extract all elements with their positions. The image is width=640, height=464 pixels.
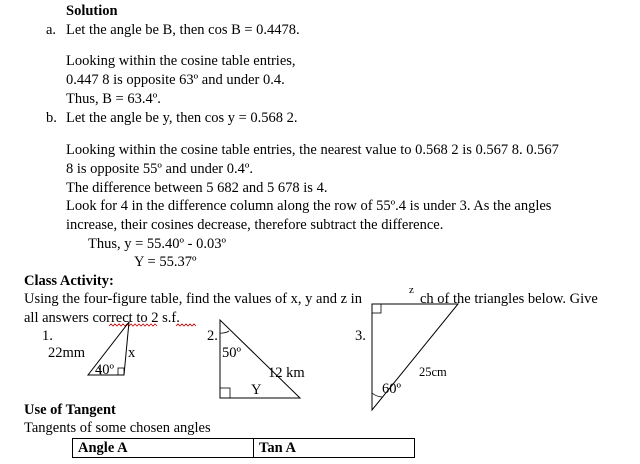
part-b-line-2: Looking within the cosine table entries, the nearest value to 0.568 2 is 0.567 8. 0.567 (66, 142, 559, 158)
spell-underline (109, 324, 157, 326)
tangent-heading: Use of Tangent (24, 402, 116, 418)
triangle-3-side-label: 25cm (419, 365, 447, 379)
part-a-line-1: Let the angle be B, then cos B = 0.4478. (66, 22, 300, 38)
part-a-marker: a. (46, 22, 57, 38)
class-activity-instruction-1-end: ch of the triangles below. Give (420, 291, 598, 307)
class-activity-instruction-2: all answers correct to 2 s.f. (24, 310, 180, 326)
triangle-2-side-label: 12 km (268, 365, 305, 381)
solution-heading: Solution (66, 3, 118, 19)
part-b-line-4: The difference between 5 682 and 5 678 is 4. (66, 180, 328, 196)
part-b-line-7: Thus, y = 55.40º - 0.03º (88, 236, 226, 252)
triangle-3-angle-label: 60º (382, 381, 401, 397)
part-b-marker: b. (46, 110, 57, 126)
part-b-line-3: 8 is opposite 55º and under 0.4º. (66, 161, 253, 177)
triangle-1-unknown-label: x (128, 345, 136, 361)
triangle-1-angle-label: 40º (95, 362, 114, 378)
triangle-2-unknown-label: Y (251, 382, 262, 398)
table-header-row (73, 439, 415, 458)
part-a-line-2: Looking within the cosine table entries, (66, 53, 296, 69)
tangent-table (72, 438, 415, 458)
table-header-tan: Tan A (254, 439, 415, 458)
part-b-line-6: increase, their cosines decrease, therefore subtract the difference. (66, 217, 444, 233)
triangle-1-side-label: 22mm (48, 345, 86, 361)
class-activity-instruction-1: Using the four-figure table, find the values of x, y and z in (24, 291, 362, 307)
triangle-2-angle-label: 50º (222, 345, 241, 361)
part-a-line-3: 0.447 8 is opposite 63º and under 0.4. (66, 72, 285, 88)
part-b-line-1: Let the angle be y, then cos y = 0.568 2. (66, 110, 298, 126)
tangent-subheading: Tangents of some chosen angles (24, 420, 211, 436)
class-activity-heading: Class Activity: (24, 273, 114, 289)
spell-underline (176, 324, 196, 326)
part-b-line-5: Look for 4 in the difference column along the row of 55º.4 is under 3. As the angles (66, 198, 552, 214)
triangle-2-number: 2. (207, 328, 218, 344)
table-header-angle: Angle A (73, 439, 254, 458)
part-b-line-8: Y = 55.37º (134, 254, 197, 270)
triangle-3-number: 3. (355, 328, 366, 344)
triangle-3-unknown-label: z (409, 284, 414, 296)
triangle-1-number: 1. (42, 328, 53, 344)
part-a-line-4: Thus, B = 63.4º. (66, 91, 161, 107)
